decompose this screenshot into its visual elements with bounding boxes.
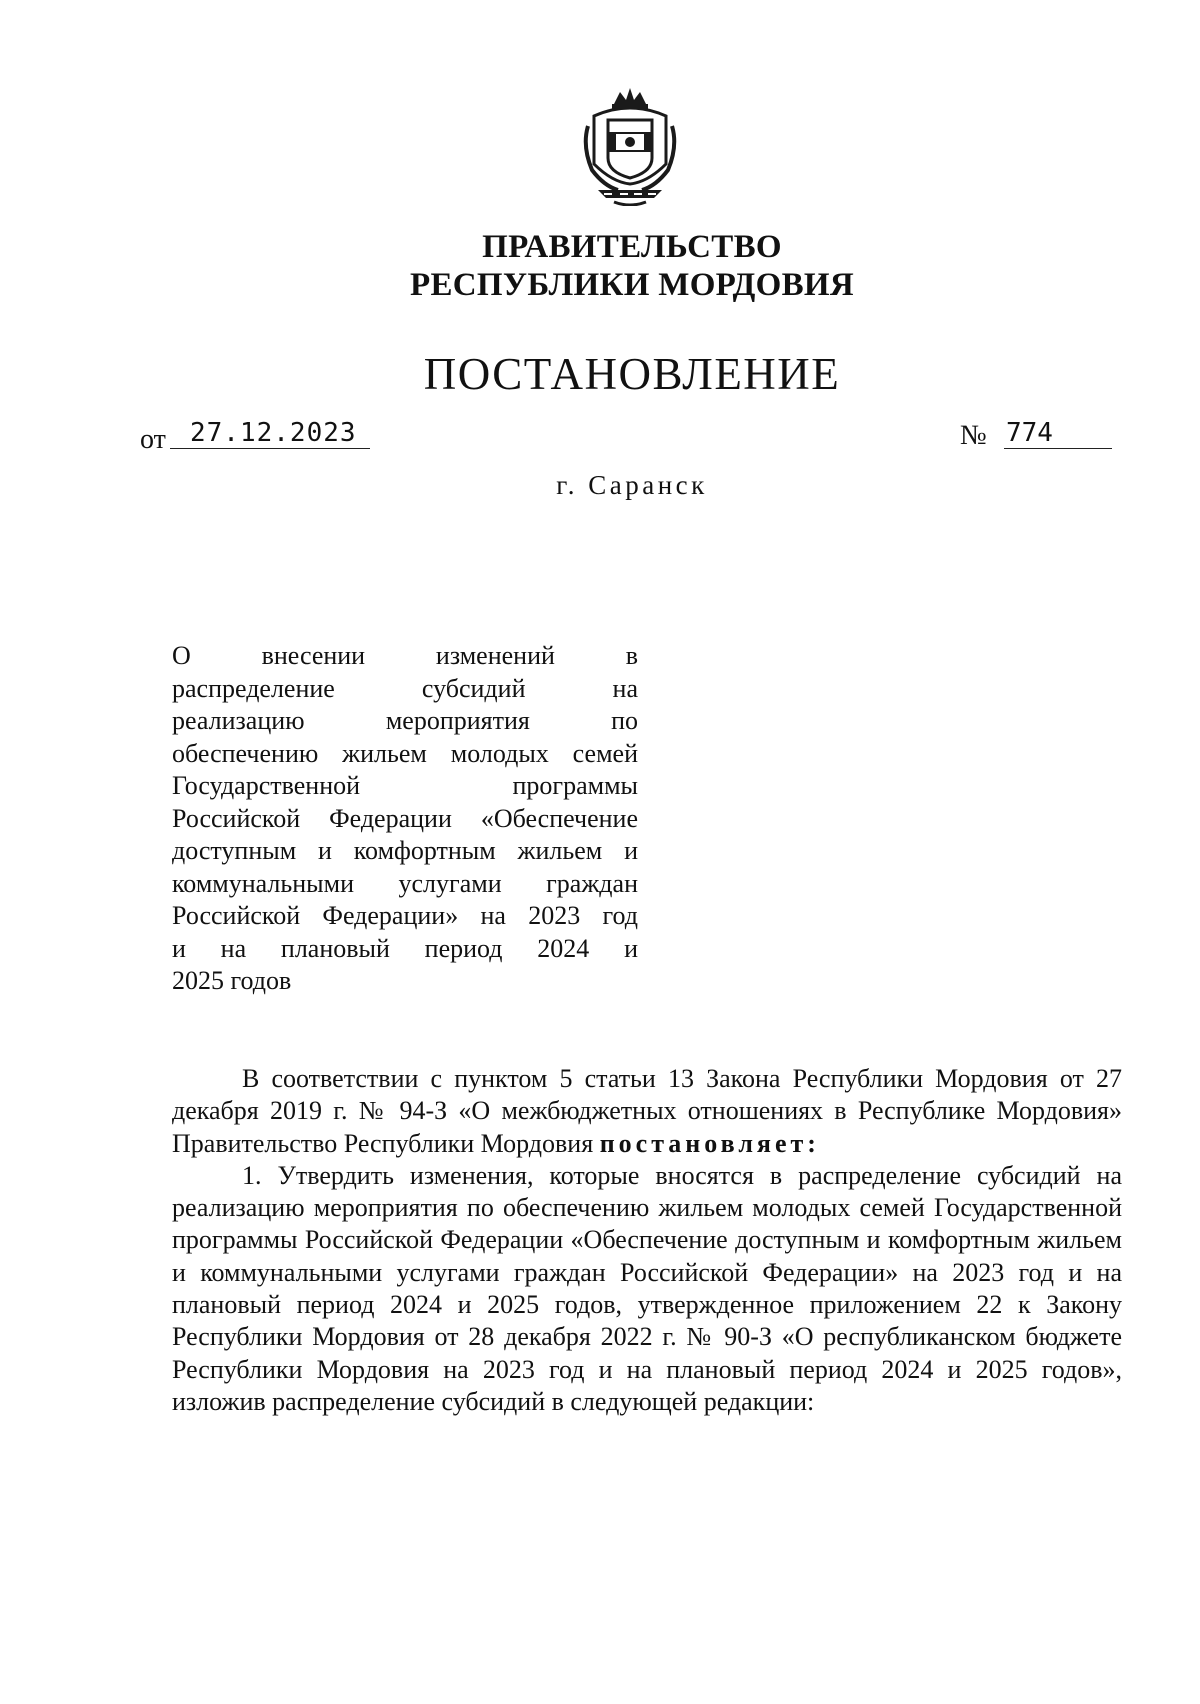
clause-1-paragraph: 1. Утвердить изменения, которые вносятся в распределение субсидий на реализацию мероприятия по обеспечению жильем молодых семей Государственной программы Российской Федерации «Обеспечение доступным и комфортным жильем и коммунальными услугами граждан Российской Федерации» на 2023 год и на плановый период 2024 и 2025 годов, утвержденное приложением 22 к Закону Республики Мордовия от 28 декабря 2022 г. № 90-З «О республиканском бюджете Республики Мордовия на 2023 год и на плановый период 2024 и 2025 годов», изложив распределение субсидий в следующей редакции:: [172, 1160, 1122, 1416]
org-title-line2: РЕСПУБЛИКИ МОРДОВИЯ: [409, 267, 854, 303]
subject-line: Государственной программы: [172, 771, 638, 800]
subject-line: Российской Федерации» на 2023 год: [172, 901, 638, 930]
subject-line: О внесении изменений в: [172, 641, 638, 670]
org-title-line1: ПРАВИТЕЛЬСТВО: [482, 229, 782, 265]
subject-line: и на плановый период 2024 и: [172, 933, 638, 963]
date-field: [170, 418, 370, 449]
document-type: ПОСТАНОВЛЕНИЕ: [423, 349, 841, 399]
resolution-keyword: постановляет:: [599, 1128, 820, 1158]
city: г. Саранск: [556, 470, 708, 500]
subject-line: распределение субсидий на: [172, 673, 638, 703]
subject-line: коммунальными услугами граждан: [172, 868, 638, 898]
subject-line: доступным и комфортным жильем и: [172, 836, 638, 865]
document-date: 27.12.2023: [190, 418, 357, 448]
date-prefix: от: [140, 424, 166, 455]
document-subject: [172, 640, 638, 998]
number-prefix: №: [960, 420, 987, 451]
subject-line: 2025 годов: [172, 966, 292, 995]
number-field: [1004, 418, 1112, 449]
document-body: [172, 1063, 1122, 1418]
subject-line: реализацию мероприятия по: [172, 706, 638, 735]
document-number: 774: [1006, 418, 1053, 448]
coat-of-arms-icon: [574, 86, 686, 206]
subject-line: Российской Федерации «Обеспечение: [172, 803, 638, 833]
subject-line: обеспечению жильем молодых семей: [172, 738, 638, 768]
preamble-paragraph: [172, 1063, 1122, 1160]
preamble-text: В соответствии с пунктом 5 статьи 13 Закона Республики Мордовия от 27 декабря 2019 г. № 94-З «О межбюджетных отношениях в Республике Мордовия» Правительство Республики Мордовия: [172, 1064, 1122, 1158]
